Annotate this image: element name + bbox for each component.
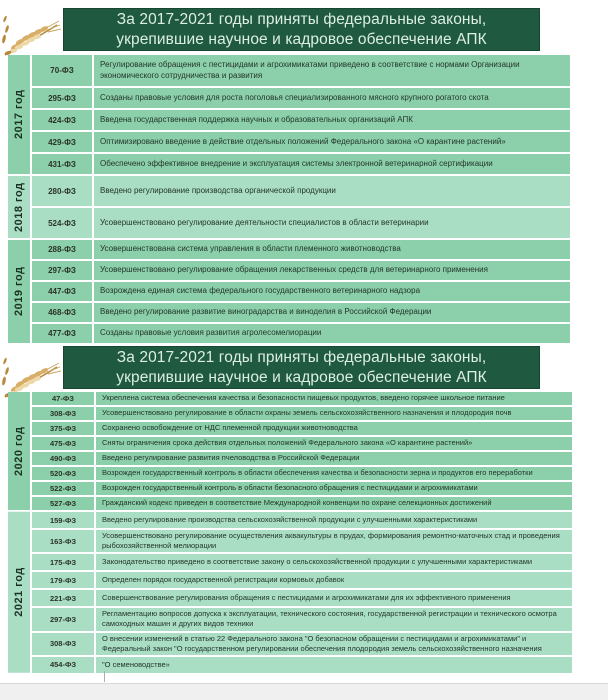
law-number: 308-ФЗ: [32, 407, 94, 420]
law-number: 163-ФЗ: [32, 530, 94, 552]
law-description: Укреплена система обеспечения качества и безопасности пищевых продуктов, введено горячее школьное питание: [96, 392, 572, 405]
law-description: Введено регулирование производства сельскохозяйственной продукции с улучшенными характеристиками: [96, 512, 572, 528]
law-description: "О семеноводстве»: [96, 657, 572, 673]
slide-title: [63, 8, 540, 51]
law-row: [32, 88, 570, 108]
window-background-strip: [0, 683, 608, 700]
law-description: Возрожден государственный контроль в области обеспечения качества и безопасности зерна и продуктов его переработки: [96, 467, 572, 480]
law-description: Усовершенствовано регулирование деятельности специалистов в области ветеринарии: [94, 208, 570, 238]
law-row: [32, 154, 570, 174]
law-number: 475-ФЗ: [32, 437, 94, 450]
law-number: 295-ФЗ: [32, 88, 92, 108]
slide-title: [63, 346, 540, 389]
law-description: Введено регулирование развития пчеловодства в Российской Федерации: [96, 452, 572, 465]
law-row: [32, 422, 572, 435]
year-group: [8, 176, 570, 238]
law-number: 424-ФЗ: [32, 110, 92, 130]
law-number: 288-ФЗ: [32, 240, 92, 259]
law-description: Усовершенствовано регулирование в области охраны земель сельскохозяйственного назначения и плодородия почв: [96, 407, 572, 420]
law-description: Введено регулирование производства органической продукции: [94, 176, 570, 206]
law-number: 297-ФЗ: [32, 608, 94, 630]
law-number: 431-ФЗ: [32, 154, 92, 174]
law-description: Совершенствование регулирования обращения с пестицидами и агрохимикатами для их эффективного применения: [96, 590, 572, 606]
law-number: 175-ФЗ: [32, 554, 94, 570]
laws-table-2017-2019: [8, 55, 570, 343]
wheat-icon: [1, 9, 61, 57]
year-group-rows: [32, 55, 570, 174]
law-row: [32, 282, 570, 301]
law-number: 429-ФЗ: [32, 132, 92, 152]
law-number: 490-ФЗ: [32, 452, 94, 465]
law-number: 522-ФЗ: [32, 482, 94, 495]
law-row: [32, 452, 572, 465]
law-number: 70-ФЗ: [32, 55, 92, 86]
law-description: Сняты ограничения срока действия отдельных положений Федерального закона «О карантине растений»: [96, 437, 572, 450]
law-number: 527-ФЗ: [32, 497, 94, 510]
law-description: Законодательство приведено в соответствие закону о сельскохозяйственной продукции с улучшенными характеристиками: [96, 554, 572, 570]
law-description: Обеспечено эффективное внедрение и эксплуатация системы электронной ветеринарной сертификации: [94, 154, 570, 174]
law-number: 308-ФЗ: [32, 633, 94, 655]
law-row: [32, 467, 572, 480]
year-group: [8, 512, 572, 673]
slide-title-line1: За 2017-2021 годы приняты федеральные законы,: [116, 348, 487, 366]
year-label: 2019 год: [8, 240, 30, 343]
law-number: 159-ФЗ: [32, 512, 94, 528]
law-description: Оптимизировано введение в действие отдельных положений Федерального закона «О карантине растений»: [94, 132, 570, 152]
law-number: 468-ФЗ: [32, 303, 92, 322]
law-description: Введено регулирование развитие виноградарства и виноделия в Российской Федерации: [94, 303, 570, 322]
year-group: [8, 240, 570, 343]
law-row: [32, 132, 570, 152]
law-row: [32, 392, 572, 405]
law-description: Усовершенствовано регулирование осуществления аквакультуры в прудах, формирования ремонтно-маточных стад и проведения рыбохозяйственной мелиорации: [96, 530, 572, 552]
law-description: Регулирование обращения с пестицидами и агрохимикатами приведено в соответствие с нормами Организации экономического сотрудничества и развития: [94, 55, 570, 86]
law-description: Созданы правовые условия развития агролесомелиорации: [94, 324, 570, 343]
law-number: 524-ФЗ: [32, 208, 92, 238]
law-description: О внесении изменений в статью 22 Федерального закона "О безопасном обращении с пестицидами и агрохимикатами" и Федеральный закон "О государственном регулировании обеспечения плодородия земель сельскохозяйственного назначения: [96, 633, 572, 655]
law-row: [32, 303, 570, 322]
law-description: Усовершенствована система управления в области племенного животноводства: [94, 240, 570, 259]
law-description: Определен порядок государственной регистрации кормовых добавок: [96, 572, 572, 588]
year-group: [8, 55, 570, 174]
law-description: Возрожден государственный контроль в области безопасного обращения с пестицидами и агрохимикатами: [96, 482, 572, 495]
year-group-rows: [32, 240, 570, 343]
law-row: [32, 176, 570, 206]
law-number: 520-ФЗ: [32, 467, 94, 480]
year-group-rows: [32, 512, 572, 673]
law-row: [32, 590, 572, 606]
law-row: [32, 55, 570, 86]
law-row: [32, 437, 572, 450]
law-row: [32, 482, 572, 495]
law-description: Возрождена единая система федерального государственного ветеринарного надзора: [94, 282, 570, 301]
law-row: [32, 240, 570, 259]
law-number: 447-ФЗ: [32, 282, 92, 301]
law-row: [32, 261, 570, 280]
law-description: Усовершенствовано регулирование обращения лекарственных средств для ветеринарного применения: [94, 261, 570, 280]
year-group-rows: [32, 176, 570, 238]
law-row: [32, 554, 572, 570]
law-row: [32, 324, 570, 343]
law-row: [32, 497, 572, 510]
cursor-tick: [104, 671, 105, 682]
law-number: 477-ФЗ: [32, 324, 92, 343]
year-label: 2018 год: [8, 176, 30, 238]
law-row: [32, 608, 572, 630]
law-description: Введена государственная поддержка научных и образовательных организаций АПК: [94, 110, 570, 130]
law-description: Созданы правовые условия для роста поголовья специализированного мясного крупного рогатого скота: [94, 88, 570, 108]
law-number: 280-ФЗ: [32, 176, 92, 206]
year-label: 2017 год: [8, 55, 30, 174]
law-number: 47-ФЗ: [32, 392, 94, 405]
law-row: [32, 530, 572, 552]
law-row: [32, 110, 570, 130]
law-row: [32, 407, 572, 420]
year-label: 2020 год: [8, 392, 30, 510]
year-group-rows: [32, 392, 572, 510]
law-number: 297-ФЗ: [32, 261, 92, 280]
law-description: Регламентацию вопросов допуска к эксплуатации, технического состояния, государственной регистрации и технического осмотра самоходных машин и других видов техники: [96, 608, 572, 630]
law-row: [32, 657, 572, 673]
laws-table-2020-2021: [8, 392, 572, 673]
year-label: 2021 год: [8, 512, 30, 673]
law-description: Сохранено освобождение от НДС племенной продукции животноводства: [96, 422, 572, 435]
law-description: Гражданский кодекс приведен в соответствие Международной конвенции по охране селекционных достижений: [96, 497, 572, 510]
slide-title-line2: укрепившие научное и кадровое обеспечение АПК: [116, 30, 487, 48]
year-group: [8, 392, 572, 510]
slide-title-line1: За 2017-2021 годы приняты федеральные законы,: [116, 10, 487, 28]
law-row: [32, 633, 572, 655]
law-number: 375-ФЗ: [32, 422, 94, 435]
law-number: 179-ФЗ: [32, 572, 94, 588]
slide-title-line2: укрепившие научное и кадровое обеспечение АПК: [116, 368, 487, 386]
law-number: 221-ФЗ: [32, 590, 94, 606]
law-row: [32, 572, 572, 588]
law-row: [32, 512, 572, 528]
law-row: [32, 208, 570, 238]
law-number: 454-ФЗ: [32, 657, 94, 673]
